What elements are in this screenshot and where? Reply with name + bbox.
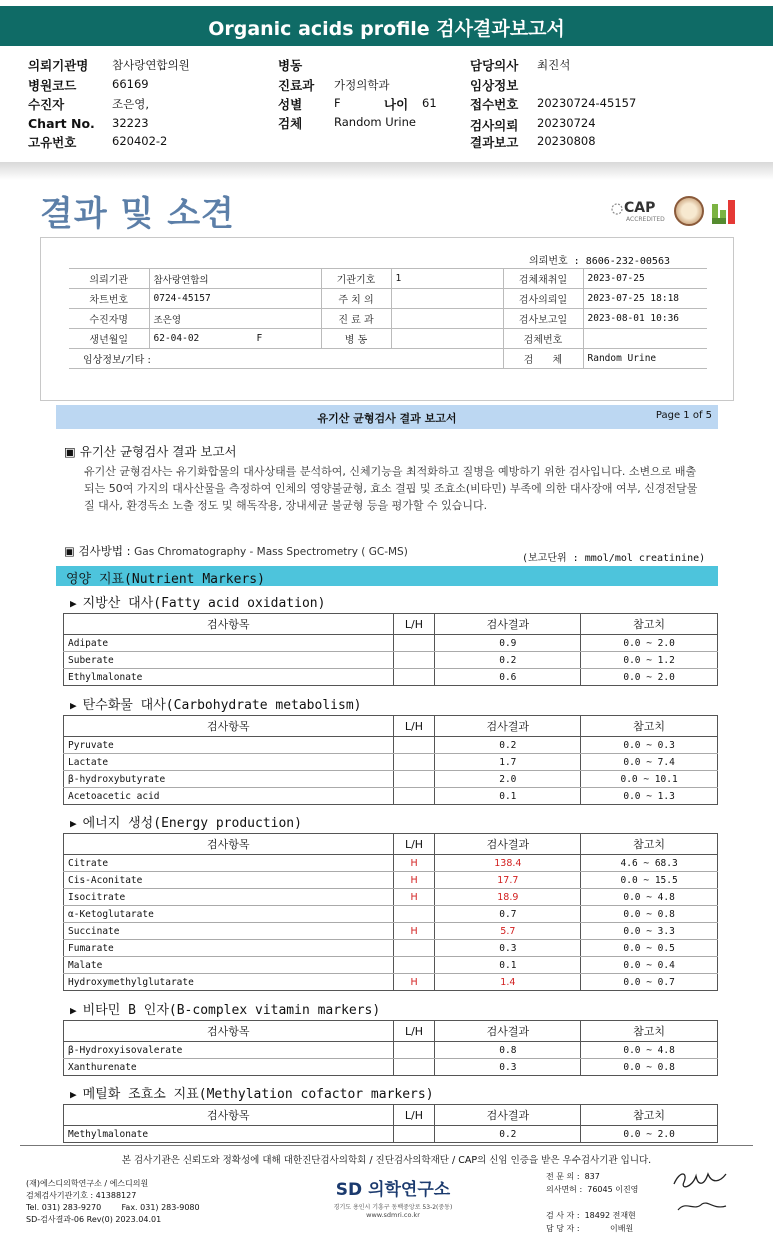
info-key: 기관기호 <box>321 269 391 289</box>
info-key: 검사의뢰일 <box>503 289 583 309</box>
reference-range: 0.0 ~ 0.8 <box>581 1059 718 1076</box>
test-result: 0.2 <box>435 652 581 669</box>
test-result: 0.3 <box>435 1059 581 1076</box>
reference-range: 0.0 ~ 4.8 <box>581 1042 718 1059</box>
col-header-lh: L/H <box>393 834 435 855</box>
info-row <box>69 269 707 289</box>
test-result: 0.6 <box>435 669 581 686</box>
test-item: Lactate <box>64 754 394 771</box>
reference-range: 0.0 ~ 1.3 <box>581 788 718 805</box>
intro-heading: ▣ 유기산 균형검사 결과 보고서 <box>64 444 237 459</box>
lh-flag: H <box>393 855 435 872</box>
nutrient-markers-band <box>56 566 718 586</box>
col-header-ref: 참고치 <box>581 716 718 737</box>
footer-line: 전 문 의 : 837 <box>546 1172 600 1181</box>
lh-flag <box>393 788 435 805</box>
patient-info-box <box>40 237 734 401</box>
footer-line: 검 사 자 : 18492 전재현 <box>546 1211 636 1220</box>
info-key: 주 치 의 <box>321 289 391 309</box>
footer-left <box>26 1178 200 1226</box>
header-value: 66169 <box>112 77 149 91</box>
footer-right <box>546 1170 638 1235</box>
info-key: 수진자명 <box>69 309 149 329</box>
test-result: 17.7 <box>435 872 581 889</box>
triangle-right-icon: ▶ <box>70 597 77 610</box>
table-row <box>64 652 718 669</box>
reference-range: 0.0 ~ 0.4 <box>581 957 718 974</box>
category-title: 비타민 B 인자(B-complex vitamin markers) <box>82 1003 381 1018</box>
lh-flag <box>393 957 435 974</box>
cap-star-icon <box>610 202 624 216</box>
col-header-lh: L/H <box>393 716 435 737</box>
lh-flag: H <box>393 872 435 889</box>
info-value: 조은영 <box>149 309 321 329</box>
footer-line: 의사면허 : 76045 이진영 <box>546 1185 639 1194</box>
lh-flag <box>393 652 435 669</box>
reference-range: 0.0 ~ 15.5 <box>581 872 718 889</box>
test-item: Malate <box>64 957 394 974</box>
test-item: Ethylmalonate <box>64 669 394 686</box>
report-title-band <box>0 6 773 46</box>
lh-flag <box>393 669 435 686</box>
test-item: Citrate <box>64 855 394 872</box>
results-table <box>63 715 718 805</box>
test-result: 1.7 <box>435 754 581 771</box>
col-header-lh: L/H <box>393 614 435 635</box>
info-key: 의뢰기관 <box>69 269 149 289</box>
reference-range: 0.0 ~ 2.0 <box>581 635 718 652</box>
table-row <box>64 669 718 686</box>
report-title: Organic acids profile 검사결과보고서 <box>208 18 565 40</box>
col-header-result: 검사결과 <box>435 1105 581 1126</box>
table-row <box>64 788 718 805</box>
header-value: Random Urine <box>334 115 416 129</box>
header-info <box>0 54 773 154</box>
test-item: Cis-Aconitate <box>64 872 394 889</box>
header-label: Chart No. <box>28 116 95 131</box>
col-header-item: 검사항목 <box>64 614 394 635</box>
header-label: 검사의뢰 <box>470 118 519 133</box>
reference-range: 0.0 ~ 3.3 <box>581 923 718 940</box>
request-number: 의뢰번호 : 8606-232-00563 <box>529 256 670 267</box>
test-result: 0.9 <box>435 635 581 652</box>
footer-line: 담 당 자 : 이배원 <box>546 1224 634 1233</box>
header-label: 수진자 <box>28 97 65 112</box>
table-row <box>64 737 718 754</box>
info-value <box>583 329 707 349</box>
table-row <box>64 957 718 974</box>
reference-range: 0.0 ~ 0.3 <box>581 737 718 754</box>
header-value: F <box>334 96 341 110</box>
footer-url: www.sdmri.co.kr <box>366 1211 420 1219</box>
test-item: β-hydroxybutyrate <box>64 771 394 788</box>
test-item: β-Hydroxyisovalerate <box>64 1042 394 1059</box>
info-key: 검 체 <box>503 349 583 369</box>
info-value: 62-04-02 F <box>149 329 321 349</box>
category-title: 탄수화물 대사(Carbohydrate metabolism) <box>82 698 362 713</box>
category-heading <box>70 1083 434 1102</box>
info-key: 검체번호 <box>503 329 583 349</box>
header-value: 32223 <box>112 116 149 130</box>
table-row <box>64 906 718 923</box>
results-table <box>63 1020 718 1076</box>
test-item: Acetoacetic acid <box>64 788 394 805</box>
col-header-ref: 참고치 <box>581 1105 718 1126</box>
table-row <box>64 771 718 788</box>
header-label: 병동 <box>278 58 303 73</box>
test-item: Succinate <box>64 923 394 940</box>
sd-logo <box>318 1175 468 1223</box>
lh-flag <box>393 940 435 957</box>
lh-flag <box>393 1042 435 1059</box>
table-row <box>64 1042 718 1059</box>
footer-line <box>546 1196 638 1209</box>
col-header-lh: L/H <box>393 1105 435 1126</box>
test-result: 0.3 <box>435 940 581 957</box>
col-header-result: 검사결과 <box>435 834 581 855</box>
info-value <box>391 309 503 329</box>
table-row <box>64 872 718 889</box>
header-value: 20230724 <box>537 116 596 130</box>
header-value: 최진석 <box>537 58 571 72</box>
footer-address: 경기도 용인시 기흥구 동백중앙로 53-2(중동) <box>333 1204 453 1211</box>
unit-note: (보고단위 : mmol/mol creatinine) <box>522 553 706 564</box>
intro-paragraph: 유기산 균형검사는 유기화합물의 대사상태를 분석하여, 신체기능을 최적화하고 질병을 예방하기 위한 검사입니다. 소변으로 배출되는 50여 가지의 대사산물을 측정하여 인체의 영양불균형, 효소 결핍 및 조효소(비타민) 부족에 의한 대사장애 여부, 신경전달물질 대사, 환경독소 노출 정도 및 해독작용, 장내세균 불균형 등을 평가할 수 있습니다. <box>84 465 698 512</box>
info-value: 참사랑연합의 <box>149 269 321 289</box>
info-value: 2023-07-25 <box>583 269 707 289</box>
test-result: 18.9 <box>435 889 581 906</box>
info-value: Random Urine <box>583 349 707 369</box>
col-header-ref: 참고치 <box>581 834 718 855</box>
reference-range: 0.0 ~ 0.8 <box>581 906 718 923</box>
triangle-right-icon: ▶ <box>70 1004 77 1017</box>
header-label: 검체 <box>278 116 303 131</box>
category-title: 메틸화 조효소 지표(Methylation cofactor markers) <box>82 1087 434 1102</box>
sd-logo-text: SD 의학연구소 <box>335 1180 451 1200</box>
table-row <box>64 923 718 940</box>
header-value: 620402-2 <box>112 134 168 148</box>
category-heading <box>70 694 361 713</box>
lh-flag: H <box>393 923 435 940</box>
col-header-item: 검사항목 <box>64 1021 394 1042</box>
header-label: 나이 <box>384 97 409 112</box>
page-indicator: Page 1 of 5 <box>655 410 712 421</box>
triangle-right-icon: ▶ <box>70 699 77 712</box>
header-value: 61 <box>422 96 437 110</box>
category-heading <box>70 999 380 1018</box>
col-header-ref: 참고치 <box>581 614 718 635</box>
test-result: 0.1 <box>435 957 581 974</box>
lh-flag <box>393 754 435 771</box>
category-title: 에너지 생성(Energy production) <box>82 816 302 831</box>
test-item: Xanthurenate <box>64 1059 394 1076</box>
results-table <box>63 833 718 991</box>
reference-range: 0.0 ~ 2.0 <box>581 1126 718 1143</box>
header-label: 결과보고 <box>470 135 519 150</box>
method-label: ▣ 검사방법 : <box>64 544 135 558</box>
test-item: α-Ketoglutarate <box>64 906 394 923</box>
table-row <box>64 889 718 906</box>
lh-flag <box>393 1059 435 1076</box>
category-heading <box>70 812 302 831</box>
test-result: 138.4 <box>435 855 581 872</box>
lh-flag <box>393 771 435 788</box>
section-title: 유기산 균형검사 결과 보고서 <box>317 412 457 425</box>
nutrient-markers-title: 영양 지표(Nutrient Markers) <box>66 572 265 587</box>
info-value: 2023-07-25 18:18 <box>583 289 707 309</box>
reference-range: 0.0 ~ 4.8 <box>581 889 718 906</box>
info-key: 검사보고일 <box>503 309 583 329</box>
header-value: 20230724-45157 <box>537 96 637 110</box>
info-value: 0724-45157 <box>149 289 321 309</box>
gray-band <box>0 162 773 180</box>
header-value: 가정의학과 <box>334 78 390 92</box>
info-row <box>69 309 707 329</box>
reference-range: 0.0 ~ 2.0 <box>581 669 718 686</box>
test-result: 5.7 <box>435 923 581 940</box>
reference-range: 0.0 ~ 10.1 <box>581 771 718 788</box>
table-row <box>64 1059 718 1076</box>
lh-flag <box>393 737 435 754</box>
info-key: 생년월일 <box>69 329 149 349</box>
method-line <box>64 543 408 559</box>
reference-range: 0.0 ~ 7.4 <box>581 754 718 771</box>
reference-range: 0.0 ~ 0.5 <box>581 940 718 957</box>
lh-flag: H <box>393 974 435 991</box>
col-header-item: 검사항목 <box>64 834 394 855</box>
test-result: 2.0 <box>435 771 581 788</box>
cap-logo <box>610 200 670 226</box>
lab-logo-icon <box>710 198 738 226</box>
lh-flag <box>393 906 435 923</box>
test-item: Fumarate <box>64 940 394 957</box>
info-row <box>69 349 707 369</box>
info-key: 검체채취일 <box>503 269 583 289</box>
footer-line: 검체검사기관기호 : 41388127 <box>26 1191 137 1200</box>
results-table <box>63 613 718 686</box>
col-header-ref: 참고치 <box>581 1021 718 1042</box>
footer-divider <box>20 1145 753 1146</box>
test-result: 0.2 <box>435 737 581 754</box>
header-value: 조은영, <box>112 97 149 111</box>
header-label: 담당의사 <box>470 58 519 73</box>
test-item: Isocitrate <box>64 889 394 906</box>
header-label: 고유번호 <box>28 135 77 150</box>
section-title-bar <box>56 405 718 429</box>
results-title: 결과 및 소견 <box>40 194 235 234</box>
results-table <box>63 1104 718 1143</box>
col-header-result: 검사결과 <box>435 716 581 737</box>
triangle-right-icon: ▶ <box>70 817 77 830</box>
info-key: 진 료 과 <box>321 309 391 329</box>
info-value: 2023-08-01 10:36 <box>583 309 707 329</box>
info-row <box>69 329 707 349</box>
col-header-item: 검사항목 <box>64 716 394 737</box>
table-row <box>64 855 718 872</box>
test-item: Pyruvate <box>64 737 394 754</box>
clinical-info-label: 임상정보/기타 : <box>69 349 503 369</box>
header-label: 진료과 <box>278 78 315 93</box>
lh-flag <box>393 635 435 652</box>
test-item: Methylmalonate <box>64 1126 394 1143</box>
test-item: Suberate <box>64 652 394 669</box>
col-header-result: 검사결과 <box>435 614 581 635</box>
category-heading <box>70 592 325 611</box>
info-row <box>69 289 707 309</box>
test-result: 1.4 <box>435 974 581 991</box>
header-label: 병원코드 <box>28 78 77 93</box>
col-header-result: 검사결과 <box>435 1021 581 1042</box>
header-value: 20230808 <box>537 134 596 148</box>
info-value <box>391 289 503 309</box>
col-header-lh: L/H <box>393 1021 435 1042</box>
table-row <box>64 635 718 652</box>
category-title: 지방산 대사(Fatty acid oxidation) <box>82 596 326 611</box>
lh-flag: H <box>393 889 435 906</box>
cap-subtext: ACCREDITED <box>626 216 665 223</box>
footer-line: (재)에스디의학연구소 / 에스디의원 <box>26 1179 149 1188</box>
footer-note: 본 검사기관은 신뢰도와 정확성에 대해 대한진단검사의학회 / 진단검사의학재단 / CAP의 신임 인증을 받은 우수검사기관 입니다. <box>121 1155 652 1166</box>
cap-text: CAP <box>624 200 656 216</box>
header-label: 접수번호 <box>470 97 519 112</box>
reference-range: 0.0 ~ 1.2 <box>581 652 718 669</box>
lh-flag <box>393 1126 435 1143</box>
method-value: Gas Chromatography - Mass Spectrometry ( GC-MS) <box>134 546 408 558</box>
triangle-right-icon: ▶ <box>70 1088 77 1101</box>
col-header-item: 검사항목 <box>64 1105 394 1126</box>
test-item: Adipate <box>64 635 394 652</box>
test-item: Hydroxymethylglutarate <box>64 974 394 991</box>
table-row <box>64 940 718 957</box>
header-label: 성별 <box>278 97 303 112</box>
info-value <box>391 329 503 349</box>
table-row <box>64 754 718 771</box>
reference-range: 4.6 ~ 68.3 <box>581 855 718 872</box>
test-result: 0.1 <box>435 788 581 805</box>
signature-icon <box>668 1166 732 1218</box>
table-row <box>64 974 718 991</box>
seal-icon <box>674 196 704 226</box>
header-value: 참사랑연합의원 <box>112 58 190 72</box>
test-result: 0.7 <box>435 906 581 923</box>
header-label: 임상정보 <box>470 78 519 93</box>
patient-info-table <box>69 268 707 369</box>
header-label: 의뢰기관명 <box>28 58 89 73</box>
info-key: 병 동 <box>321 329 391 349</box>
test-result: 0.8 <box>435 1042 581 1059</box>
reference-range: 0.0 ~ 0.7 <box>581 974 718 991</box>
info-value: 1 <box>391 269 503 289</box>
test-result: 0.2 <box>435 1126 581 1143</box>
table-row <box>64 1126 718 1143</box>
footer-line: Tel. 031) 283-9270 Fax. 031) 283-9080 <box>26 1203 200 1212</box>
footer-line: SD-검사결과-06 Rev(0) 2023.04.01 <box>26 1215 162 1224</box>
info-key: 차트번호 <box>69 289 149 309</box>
